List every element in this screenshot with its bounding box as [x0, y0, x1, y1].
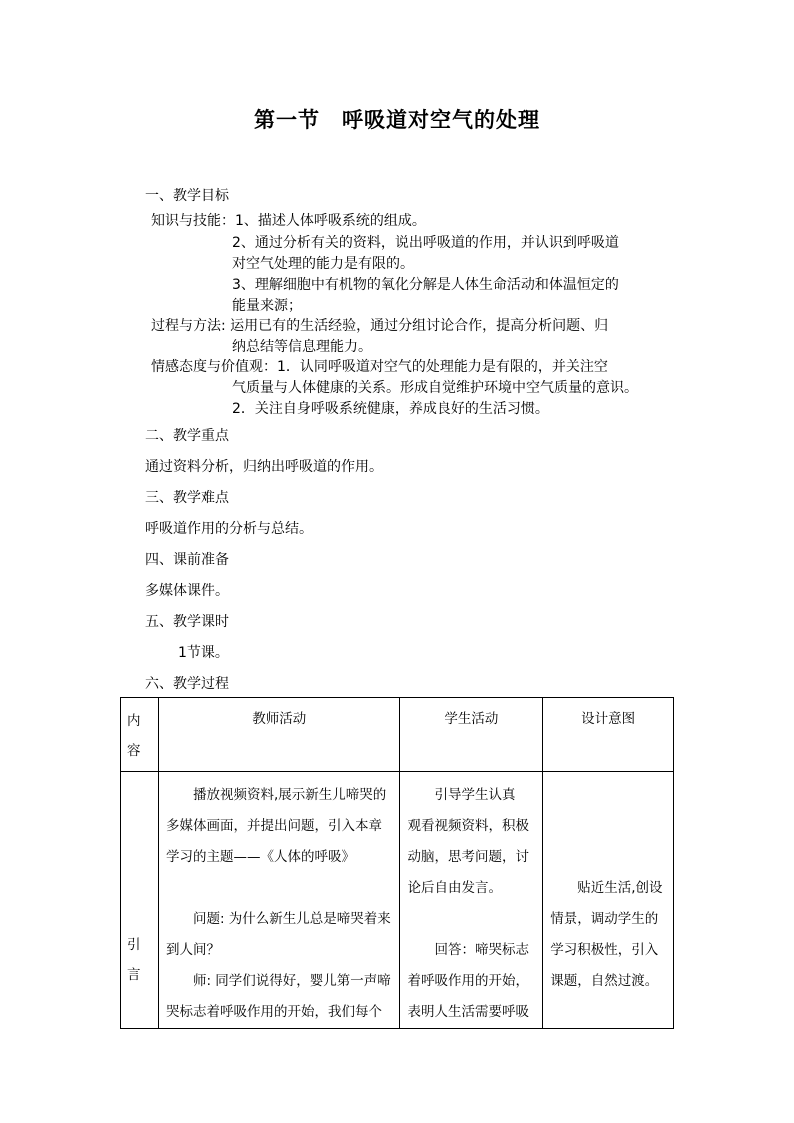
preparation-text: 多媒体课件。	[145, 583, 229, 599]
knowledge-line-4: 3、理解细胞中有机物的氧化分解是人体生命活动和体温恒定的	[232, 277, 619, 293]
design-line: 贴近生活,创设	[550, 880, 663, 896]
section-heading-objectives: 一、教学目标	[145, 188, 229, 204]
header-content-char-2: 容	[127, 743, 141, 759]
knowledge-line-5: 能量来源；	[232, 298, 302, 314]
emotion-line-1: 情感态度与价值观：1．认同呼吸道对空气的处理能力是有限的，并关注空	[151, 359, 608, 375]
teacher-line: 播放视频资料,展示新生儿啼哭的	[165, 787, 387, 803]
section-heading-key-points: 二、教学重点	[145, 428, 229, 444]
student-activity-cell	[400, 772, 543, 1029]
design-line	[550, 997, 673, 1028]
page-title: 第一节 呼吸道对空气的处理	[254, 108, 540, 132]
design-line: 情景，调动学生的	[550, 911, 659, 927]
student-line: 动脑，思考问题，讨	[407, 849, 529, 865]
row-label-char-2: 言	[127, 967, 141, 983]
teacher-line: 到人间？	[165, 942, 220, 958]
teaching-process-table	[120, 697, 674, 1029]
row-label-char-1: 引	[127, 937, 141, 953]
teacher-line: 学习的主题——《人体的呼吸》	[165, 849, 355, 865]
design-line	[550, 780, 673, 811]
design-line: 课题，自然过渡。	[550, 973, 659, 989]
student-line: 回答：啼哭标志	[407, 942, 529, 958]
header-content-char-1: 内	[127, 713, 141, 729]
teacher-line: 哭标志着呼吸作用的开始，我们每个	[165, 1004, 382, 1020]
table-header-row	[121, 698, 674, 772]
design-line	[550, 842, 673, 873]
design-line: 学习积极性，引入	[550, 942, 659, 958]
design-intent-cell	[543, 772, 674, 1029]
process-line-2: 纳总结等信息理能力。	[232, 339, 372, 355]
student-line	[407, 904, 542, 935]
header-design-intent: 设计意图	[543, 698, 674, 772]
design-line	[550, 811, 673, 842]
knowledge-line-2: 2、通过分析有关的资料，说出呼吸道的作用，并认识到呼吸道	[232, 235, 619, 251]
difficulties-text: 呼吸道作用的分析与总结。	[145, 521, 313, 537]
header-student-activity: 学生活动	[400, 698, 543, 772]
teacher-line	[166, 873, 400, 904]
knowledge-line-3: 对空气处理的能力是有限的。	[232, 256, 414, 272]
emotion-line-3: 2．关注自身呼吸系统健康，养成良好的生活习惯。	[232, 401, 549, 417]
teacher-line: 师: 同学们说得好，婴儿第一声啼	[165, 973, 391, 989]
header-content	[121, 698, 159, 772]
teacher-activity-cell	[158, 772, 400, 1029]
student-line: 论后自由发言。	[407, 880, 502, 896]
process-line-1: 过程与方法: 运用已有的生活经验，通过分组讨论合作，提高分析问题、归	[151, 318, 609, 334]
header-teacher-activity: 教师活动	[158, 698, 400, 772]
student-line: 观看视频资料，积极	[407, 818, 529, 834]
teacher-line: 多媒体画面，并提出问题，引入本章	[165, 818, 382, 834]
teacher-line: 问题: 为什么新生儿总是啼哭着来	[165, 911, 391, 927]
section-heading-process: 六、教学过程	[145, 676, 229, 692]
section-heading-class-hours: 五、教学课时	[145, 614, 229, 630]
table-row	[121, 772, 674, 1029]
row-label-intro	[121, 772, 159, 1029]
student-line: 表明人生活需要呼吸	[407, 1004, 529, 1020]
student-line: 引导学生认真	[407, 787, 516, 803]
section-heading-preparation: 四、课前准备	[145, 552, 229, 568]
section-heading-difficulties: 三、教学难点	[145, 490, 229, 506]
emotion-line-2: 气质量与人体健康的关系。形成自觉维护环境中空气质量的意识。	[232, 380, 638, 396]
student-line: 着呼吸作用的开始，	[407, 973, 529, 989]
key-points-text: 通过资料分析，归纳出呼吸道的作用。	[145, 459, 383, 475]
knowledge-line-1: 知识与技能：1、描述人体呼吸系统的组成。	[151, 213, 426, 229]
class-hours-text: 1节课。	[178, 645, 229, 661]
